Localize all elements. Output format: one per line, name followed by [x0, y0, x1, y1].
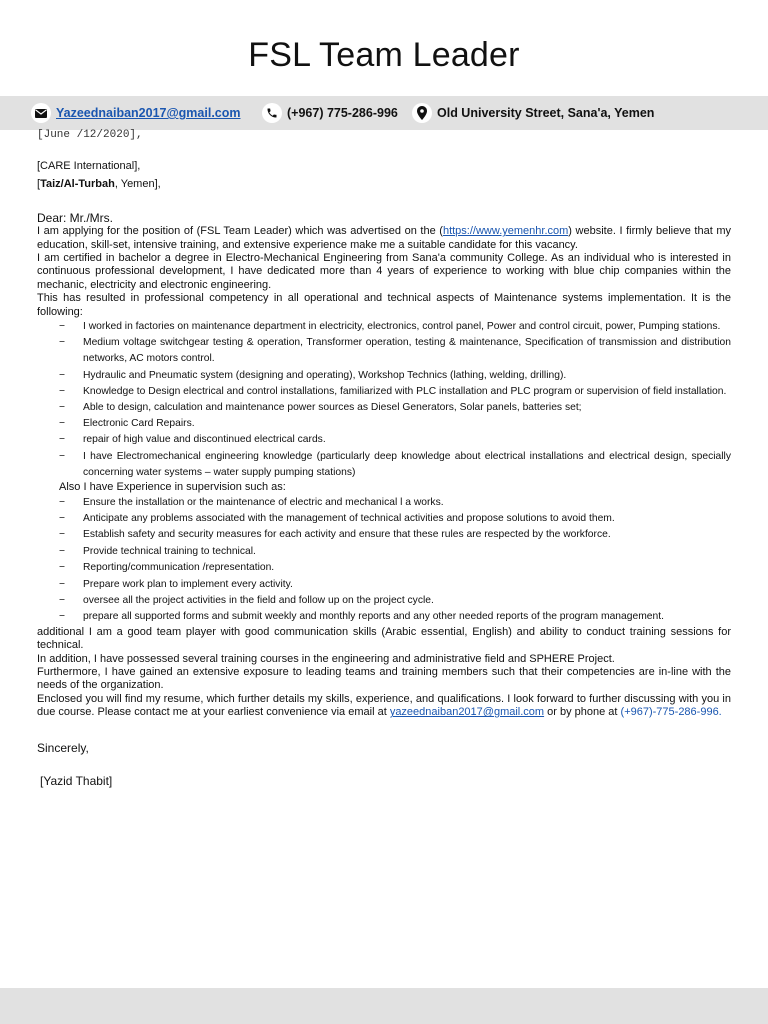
list-item: − oversee all the project activities in the field and follow up on the project cycle.	[59, 593, 731, 609]
list-item: − prepare all supported forms and submit weekly and monthly reports and any other needed reports of the program management.	[59, 609, 731, 625]
list-item: − Able to design, calculation and maintenance power sources as Diesel Generators, Solar panels, batteries set;	[59, 400, 731, 416]
list-item: − Hydraulic and Pneumatic system (designing and operating), Workshop Technics (lathing, welding, drilling).	[59, 368, 731, 384]
body-phone: (+967)-775-286-996.	[620, 706, 722, 719]
list-item: − Knowledge to Design electrical and control installations, familiarized with PLC installation and PLC program or supervision of field installation.	[59, 384, 731, 400]
paragraph-contact	[37, 693, 731, 720]
letter-date: [June /12/2020],	[37, 129, 143, 141]
signature: [Yazid Thabit]	[40, 774, 113, 788]
paragraph-intro	[37, 225, 731, 252]
intro-text-a: I am applying for the position of (FSL Team Leader) which was advertised on the (	[37, 225, 443, 238]
list-item: − I worked in factories on maintenance department in electricity, electronics, control panel, Power and control circuit, power, Pumping stations.	[59, 319, 731, 335]
list-item: − I have Electromechanical engineering knowledge (particularly deep knowledge about electrical installations and electrical design, specially concerning water systems – water supply pumping stations)	[59, 449, 731, 481]
location-rest: , Yemen],	[114, 177, 161, 190]
closing: Sincerely,	[37, 740, 89, 755]
paragraph-competency: This has resulted in professional competency in all operational and technical aspects of Maintenance systems implementation. It is the following:	[37, 292, 731, 318]
document-title: FSL Team Leader	[248, 36, 520, 74]
intro-text-b: ) website. I firmly believe that my education, skill-set, intensive training, and extensive experience make me a suitable candidate for this vacancy.	[37, 225, 731, 251]
salutation: Dear: Mr./Mrs.	[37, 211, 114, 226]
footer-band	[0, 988, 768, 1024]
paragraph-teamwork: additional I am a good team player with good communication skills (Arabic essential, English) and ability to conduct training sessions for technical.	[37, 625, 731, 652]
paragraph-training: In addition, I have possessed several training courses in the engineering and administrative field and SPHERE Project.	[37, 652, 615, 665]
list-item: − Anticipate any problems associated with the management of technical activities and propose solutions to avoid them.	[59, 511, 731, 527]
list-item: − Establish safety and security measures for each activity and ensure that these rules are respected by the workforce.	[59, 527, 731, 543]
contact-text-b: or by phone at	[544, 706, 621, 719]
supervision-heading: Also I have Experience in supervision such as:	[59, 481, 286, 494]
supervision-list	[37, 495, 731, 626]
address-text: Old University Street, Sana'a, Yemen	[437, 106, 655, 120]
email-link[interactable]: Yazeednaiban2017@gmail.com	[56, 106, 241, 120]
map-pin-icon	[412, 103, 432, 123]
list-item: − Provide technical training to technical.	[59, 544, 731, 560]
website-link[interactable]: https://www.yemenhr.com	[442, 225, 569, 238]
list-item: − Ensure the installation or the maintenance of electric and mechanical l a works.	[59, 495, 731, 511]
recipient-org: [CARE International],	[37, 160, 141, 173]
list-item: − Electronic Card Repairs.	[59, 416, 731, 432]
phone-text: (+967) 775-286-996	[287, 106, 398, 120]
contact-email	[31, 102, 241, 124]
contact-phone	[262, 102, 398, 124]
letter-body	[37, 129, 731, 788]
list-item: − Medium voltage switchgear testing & operation, Transformer operation, testing & maintenance, Specification of transmission and distribution networks, AC motors control.	[59, 335, 731, 367]
experience-list	[37, 319, 731, 481]
body-email-link[interactable]: yazeednaiban2017@gmail.com	[389, 706, 545, 719]
list-item: − Reporting/communication /representation.	[59, 560, 731, 576]
contact-bar	[0, 96, 768, 130]
paragraph-leadership: Furthermore, I have gained an extensive exposure to leading teams and training members such that their competencies are in-line with the needs of the organization.	[37, 665, 731, 692]
list-item: − Prepare work plan to implement every activity.	[59, 577, 731, 593]
envelope-icon	[31, 103, 51, 123]
contact-text-a: Enclosed you will find my resume, which further details my skills, experience, and qualifications. I look forward to further discussing with you in due course. Please contact me at your earliest convenience via email at	[37, 692, 731, 719]
location-bold: Taiz/Al-Turbah	[40, 177, 115, 190]
list-item: − repair of high value and discontinued electrical cards.	[59, 432, 731, 448]
phone-icon	[262, 103, 282, 123]
contact-address	[412, 102, 654, 124]
paragraph-education: I am certified in bachelor a degree in Electro-Mechanical Engineering from Sana'a community College. As an individual who is interested in continuous professional development, I have dedicated more than 4 years of experience to working with blue chip companies within the mechanic, electricity and electronic engineering.	[37, 252, 731, 291]
recipient-location: [Taiz/Al-Turbah, Yemen],	[37, 177, 161, 190]
